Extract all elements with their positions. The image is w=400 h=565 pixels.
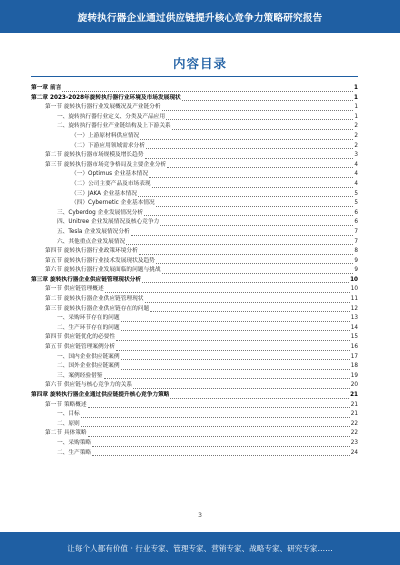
toc-leader-dots	[133, 388, 350, 389]
toc-leader-dots	[121, 369, 350, 370]
toc-leader-dots	[162, 273, 354, 274]
toc-entry-text: 第二章 2023-2028年旋转执行器行业环境及市场发展现状	[31, 94, 181, 101]
toc-leader-dots	[121, 321, 350, 322]
toc-title-divider	[31, 76, 358, 77]
toc-entry[interactable]	[31, 410, 358, 420]
toc-chapter-entry[interactable]	[31, 391, 358, 401]
toc-entry-page: 6	[354, 209, 358, 216]
toc-entry-text: 第二节 具体策略	[45, 430, 87, 437]
toc-entry-page: 22	[350, 430, 358, 437]
toc-entry[interactable]	[31, 314, 358, 324]
toc-entry-page: 1	[354, 113, 358, 120]
page-header-band	[0, 0, 400, 33]
toc-entry-page: 4	[354, 161, 358, 168]
toc-entry-text: 第三节 旋转执行器市场竞争格局及主要企业分析	[45, 161, 167, 168]
toc-entry[interactable]	[31, 199, 358, 209]
toc-entry-text: （二）下游应用领域需求分析	[71, 142, 145, 149]
toc-entry-page: 2	[354, 132, 358, 139]
toc-entry-text: 一、采购策略	[57, 439, 92, 446]
toc-entry-text: 第二节 旋转执行器市场规模及增长趋势	[45, 152, 144, 159]
toc-leader-dots	[121, 330, 350, 331]
toc-entry-page: 21	[350, 392, 358, 398]
toc-entry[interactable]	[31, 305, 358, 315]
toc-entry-page: 24	[350, 449, 358, 456]
toc-leader-dots	[167, 167, 353, 168]
toc-leader-dots	[126, 244, 353, 245]
toc-entry-text: 第六节 旋转执行器行业发展面临的问题与挑战	[45, 267, 161, 274]
toc-leader-dots	[131, 235, 354, 236]
toc-entry-page: 23	[350, 439, 358, 446]
toc-entry-text: （一）上游原材料供应情况	[71, 132, 140, 139]
toc-leader-dots	[156, 263, 354, 264]
toc-leader-dots	[139, 254, 354, 255]
toc-entry-text: 第四节 旋转执行器行业政策环境分析	[45, 248, 138, 255]
toc-entry[interactable]	[31, 401, 358, 411]
toc-entry-page: 5	[354, 190, 358, 197]
toc-entry-text: 一、国内企业供应链案例	[57, 353, 120, 360]
toc-chapter-entry[interactable]	[31, 94, 358, 104]
toc-entry-page: 18	[350, 363, 358, 370]
toc-entry-text: 第一节 供应链管理概述	[45, 286, 104, 293]
toc-leader-dots	[150, 311, 350, 312]
toc-entry-text: 第三节 旋转执行器企业供应链存在的问题	[45, 305, 150, 312]
toc-leader-dots	[88, 407, 350, 408]
toc-entry-page: 14	[350, 324, 358, 331]
footer-slogan: 让每个人都有价值 · 行业专家、管理专家、营销专家、战略专家、研究专家……	[67, 544, 333, 553]
toc-entry-page: 7	[354, 228, 358, 235]
toc-chapter-entry[interactable]	[31, 84, 358, 94]
toc-entry-text: 二、原则	[57, 420, 80, 427]
toc-entry[interactable]	[31, 372, 358, 382]
toc-entry-page: 5	[354, 200, 358, 207]
toc-entry-page: 4	[354, 180, 358, 187]
toc-entry-page: 9	[354, 257, 358, 264]
toc-entry[interactable]	[31, 103, 358, 113]
toc-entry-text: 一、采购环节存在的问题	[57, 315, 120, 322]
toc-leader-dots	[166, 119, 353, 120]
report-title: 旋转执行器企业通过供应链提升核心竞争力策略研究报告	[77, 12, 323, 24]
toc-entry-text: （一）Optimus 企业基本情况	[71, 171, 149, 178]
toc-entry-text: （三）JAKA 企业基本情况	[71, 190, 137, 197]
toc-entry-text: 第五节 旋转执行器行业技术发展现状及趋势	[45, 257, 155, 264]
toc-leader-dots	[160, 225, 353, 226]
toc-leader-dots	[182, 100, 353, 101]
toc-leader-dots	[92, 455, 350, 456]
toc-entry[interactable]	[31, 142, 358, 152]
toc-entry-text: 第一章 前言	[31, 85, 62, 91]
page-number: 3	[198, 512, 202, 519]
toc-entry[interactable]	[31, 238, 358, 248]
toc-entry-page: 21	[350, 401, 358, 408]
toc-leader-dots	[116, 350, 350, 351]
toc-entry[interactable]	[31, 420, 358, 430]
toc-chapter-entry[interactable]	[31, 276, 358, 286]
toc-entry-page: 7	[354, 238, 358, 245]
toc-entry-page: 16	[350, 344, 358, 351]
toc-entry-page: 17	[350, 353, 358, 360]
toc-entry[interactable]	[31, 180, 358, 190]
toc-entry[interactable]	[31, 343, 358, 353]
toc-entry-text: 五、Tesla 企业发展情况分析	[57, 228, 130, 235]
toc-entry[interactable]	[31, 353, 358, 363]
toc-entry-page: 1	[354, 104, 358, 111]
toc-leader-dots	[145, 158, 354, 159]
toc-entry[interactable]	[31, 247, 358, 257]
toc-entry[interactable]	[31, 362, 358, 372]
toc-leader-dots	[116, 340, 350, 341]
toc-entry-text: （二）公司主要产品及市场表现	[71, 180, 151, 187]
toc-entry[interactable]	[31, 209, 358, 219]
toc-entry-text: 一、目标	[57, 411, 80, 418]
toc-entry[interactable]	[31, 113, 358, 123]
toc-list	[31, 84, 358, 458]
toc-entry-page: 21	[350, 411, 358, 418]
toc-entry-page: 20	[350, 382, 358, 389]
toc-leader-dots	[121, 359, 350, 360]
toc-entry-page: 9	[354, 267, 358, 274]
toc-leader-dots	[162, 110, 354, 111]
toc-entry-text: 第二节 旋转执行器企业供应链管理现状	[45, 296, 144, 303]
toc-leader-dots	[81, 417, 350, 418]
toc-entry-text: 三、Cyberdog 企业发展情况分析	[57, 209, 144, 216]
toc-leader-dots	[62, 91, 353, 92]
toc-leader-dots	[138, 196, 353, 197]
toc-entry-text: 三、案例经验借鉴	[57, 372, 103, 379]
toc-entry[interactable]	[31, 151, 358, 161]
toc-entry-text: （四）Cybernetic 企业基本情况	[71, 200, 155, 207]
toc-entry[interactable]	[31, 266, 358, 276]
toc-entry[interactable]	[31, 161, 358, 171]
toc-entry-text: 第四节 供应链优化的必要性	[45, 334, 116, 341]
toc-entry-page: 22	[350, 420, 358, 427]
toc-entry-text: 一、旋转执行器行业定义、分类及产品应用	[57, 113, 166, 120]
toc-entry-page: 1	[354, 85, 358, 91]
toc-entry-text: 二、国外企业供应链案例	[57, 363, 120, 370]
toc-title: 内容目录	[172, 56, 227, 71]
toc-entry[interactable]	[31, 218, 358, 228]
toc-entry-text: 第三章 旋转执行器企业供应链管理现状分析	[31, 276, 142, 283]
toc-entry[interactable]	[31, 429, 358, 439]
toc-entry-page: 10	[350, 286, 358, 293]
page-footer-band	[0, 532, 400, 565]
toc-entry-text: 四、Unitree 企业发展情况及核心竞争力	[57, 219, 160, 226]
toc-entry[interactable]	[31, 132, 358, 142]
toc-entry[interactable]	[31, 285, 358, 295]
toc-entry[interactable]	[31, 449, 358, 459]
toc-entry-page: 10	[350, 276, 358, 283]
toc-entry[interactable]	[31, 295, 358, 305]
toc-entry-text: 第五节 供应链管理案例分析	[45, 344, 116, 351]
toc-entry[interactable]	[31, 381, 358, 391]
toc-leader-dots	[152, 187, 354, 188]
toc-entry-page: 19	[350, 372, 358, 379]
toc-leader-dots	[105, 292, 350, 293]
toc-entry-text: 第一节 旋转执行器行业发展概况及产业链分析	[45, 104, 161, 111]
toc-leader-dots	[170, 398, 349, 399]
toc-entry-page: 8	[354, 248, 358, 255]
toc-entry-page: 2	[354, 123, 358, 130]
toc-entry-text: 第四章 旋转执行器企业通过供应链提升核心竞争力策略	[31, 392, 170, 398]
toc-entry[interactable]	[31, 228, 358, 238]
toc-entry[interactable]	[31, 333, 358, 343]
toc-leader-dots	[156, 206, 354, 207]
toc-entry[interactable]	[31, 122, 358, 132]
toc-entry-text: 二、生产策略	[57, 449, 92, 456]
toc-leader-dots	[140, 139, 353, 140]
toc-leader-dots	[149, 177, 353, 178]
toc-entry-text: 二、旋转执行器行业产业链结构及上下游关系	[57, 123, 171, 130]
toc-entry-page: 6	[354, 219, 358, 226]
toc-entry[interactable]	[31, 257, 358, 267]
toc-entry-text: 六、其他重点企业发展情况	[57, 238, 126, 245]
toc-entry[interactable]	[31, 324, 358, 334]
toc-entry-page: 1	[354, 94, 358, 101]
toc-leader-dots	[88, 436, 350, 437]
toc-leader-dots	[142, 282, 349, 283]
toc-entry-page: 13	[350, 315, 358, 322]
toc-entry[interactable]	[31, 170, 358, 180]
toc-entry-page: 2	[354, 142, 358, 149]
toc-entry-page: 11	[350, 296, 358, 303]
toc-leader-dots	[92, 446, 350, 447]
toc-leader-dots	[104, 378, 350, 379]
toc-leader-dots	[145, 302, 350, 303]
toc-entry-page: 15	[350, 334, 358, 341]
toc-leader-dots	[172, 129, 354, 130]
toc-entry-page: 3	[354, 152, 358, 159]
toc-entry[interactable]	[31, 190, 358, 200]
toc-leader-dots	[144, 215, 353, 216]
toc-entry-text: 第一节 策略概述	[45, 401, 87, 408]
toc-entry[interactable]	[31, 439, 358, 449]
toc-entry-page: 4	[354, 171, 358, 178]
toc-entry-page: 12	[350, 305, 358, 312]
toc-entry-text: 第六节 供应链与核心竞争力的关系	[45, 382, 133, 389]
toc-entry-text: 二、生产环节存在的问题	[57, 324, 120, 331]
toc-leader-dots	[146, 148, 353, 149]
toc-leader-dots	[81, 426, 350, 427]
